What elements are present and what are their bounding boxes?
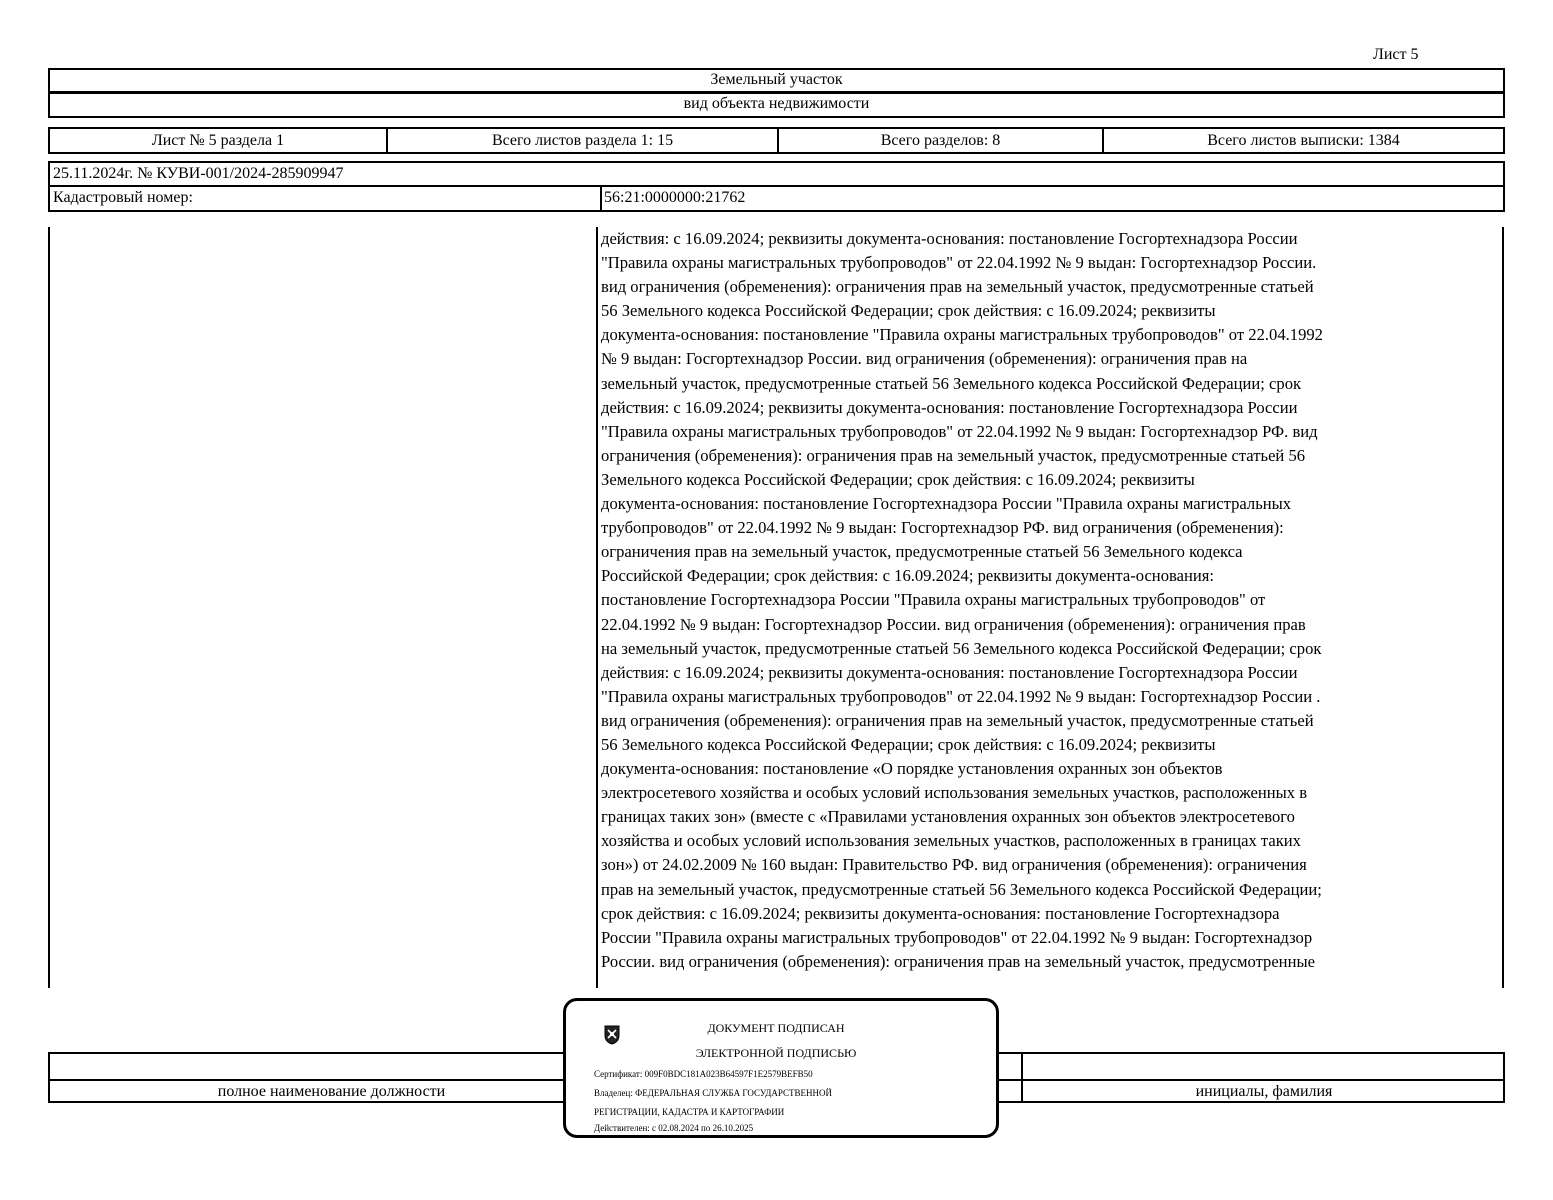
text-line: "Правила охраны магистральных трубопроводов" от 22.04.1992 № 9 выдан: Госгортехнадзор РФ. вид	[601, 421, 1318, 441]
sheet-label: Лист 5	[1373, 46, 1419, 63]
stamp-certificate: Сертификат: 009F0BDC181A023B64597F1E2579BEFB50	[594, 1069, 813, 1079]
cadastral-label: Кадастровый номер:	[53, 189, 193, 206]
total-sections: Всего разделов: 8	[779, 129, 1104, 152]
registration-date-number: 25.11.2024г. № КУВИ-001/2024-285909947	[50, 163, 1503, 187]
text-line: вид ограничения (обременения): ограничения прав на земельный участок, предусмотренные статьей	[601, 710, 1314, 730]
text-line: электросетевого хозяйства и особых условий использования земельных участков, расположенных в	[601, 783, 1308, 803]
sheet-of-section: Лист № 5 раздела 1	[50, 129, 388, 152]
text-line: "Правила охраны магистральных трубопроводов" от 22.04.1992 № 9 выдан: Госгортехнадзор России .	[601, 686, 1321, 706]
stamp-title-1: ДОКУМЕНТ ПОДПИСАН	[707, 1021, 845, 1035]
summary-row	[48, 127, 1505, 154]
text-line: постановление Госгортехнадзора России "Правила охраны магистральных трубопроводов" от	[601, 590, 1266, 610]
text-line: земельный участок, предусмотренные статьей 56 Земельного кодекса Российской Федерации; срок	[601, 373, 1302, 393]
text-line: действия: с 16.09.2024; реквизиты документа-основания: постановление Госгортехнадзора России	[601, 397, 1298, 417]
text-line: "Правила охраны магистральных трубопроводов" от 22.04.1992 № 9 выдан: Госгортехнадзор России.	[601, 253, 1317, 273]
text-line: России. вид ограничения (обременения): ограничения прав на земельный участок, предусмотренные	[601, 951, 1315, 971]
text-line: ограничения прав на земельный участок, предусмотренные статьей 56 Земельного кодекса	[601, 542, 1243, 562]
registration-table	[48, 161, 1505, 212]
text-line: границах таких зон» (вместе с «Правилами установления охранных зон объектов электросетевого	[601, 807, 1295, 827]
text-line: зон») от 24.02.2009 № 160 выдан: Правительство РФ. вид ограничения (обременения): ограничения	[601, 855, 1307, 875]
text-line: 56 Земельного кодекса Российской Федерации; срок действия: с 16.09.2024; реквизиты	[601, 734, 1216, 754]
restrictions-text	[601, 227, 1461, 974]
total-sheets-section: Всего листов раздела 1: 15	[388, 129, 779, 152]
text-line: документа-основания: постановление «О порядке установления охранных зон объектов	[601, 759, 1223, 779]
text-line: на земельный участок, предусмотренные статьей 56 Земельного кодекса Российской Федерации; срок	[601, 638, 1322, 658]
text-line: действия: с 16.09.2024; реквизиты документа-основания: постановление Госгортехнадзора России	[601, 662, 1298, 682]
text-line: прав на земельный участок, предусмотренные статьей 56 Земельного кодекса Российской Федерации;	[601, 879, 1322, 899]
stamp-owner-2: РЕГИСТРАЦИИ, КАДАСТРА И КАРТОГРАФИИ	[594, 1107, 785, 1117]
text-line: документа-основания: постановление Госгортехнадзора России "Правила охраны магистральных	[601, 494, 1292, 514]
text-line: действия: с 16.09.2024; реквизиты документа-основания: постановление Госгортехнадзора России	[601, 229, 1298, 248]
initials-caption: инициалы, фамилия	[1195, 1083, 1333, 1100]
object-type-caption: вид объекта недвижимости	[48, 92, 1505, 118]
text-line: № 9 выдан: Госгортехнадзор России. вид ограничения (обременения): ограничения прав на	[601, 349, 1248, 369]
position-caption: полное наименование должности	[217, 1083, 446, 1100]
text-line: 22.04.1992 № 9 выдан: Госгортехнадзор России. вид ограничения (обременения): ограничения прав	[601, 614, 1306, 634]
right-border-line	[1502, 227, 1504, 988]
coat-of-arms-icon	[603, 1023, 621, 1045]
text-line: Российской Федерации; срок действия: с 16.09.2024; реквизиты документа-основания:	[601, 566, 1214, 586]
electronic-signature-stamp	[563, 998, 999, 1138]
text-line: ограничения (обременения): ограничения прав на земельный участок, предусмотренные статьей 56	[601, 445, 1306, 465]
stamp-owner-1: Владелец: ФЕДЕРАЛЬНАЯ СЛУЖБА ГОСУДАРСТВЕННОЙ	[594, 1088, 833, 1098]
stamp-title-2: ЭЛЕКТРОННОЙ ПОДПИСЬЮ	[695, 1046, 857, 1060]
total-sheets-extract: Всего листов выписки: 1384	[1207, 132, 1400, 149]
left-border-line	[48, 227, 50, 988]
text-line: документа-основания: постановление "Правила охраны магистральных трубопроводов" от 22.04.1992	[601, 325, 1323, 345]
cadastral-value: 56:21:0000000:21762	[600, 187, 745, 210]
text-line: срок действия: с 16.09.2024; реквизиты документа-основания: постановление Госгортехнадзора	[601, 903, 1280, 923]
text-line: 56 Земельного кодекса Российской Федерации; срок действия: с 16.09.2024; реквизиты	[601, 301, 1216, 321]
text-line: трубопроводов" от 22.04.1992 № 9 выдан: Госгортехнадзор РФ. вид ограничения (обременения):	[601, 518, 1284, 538]
text-line: хозяйства и особых условий использования земельных участков, расположенных в границах таких	[601, 831, 1301, 851]
text-line: России "Правила охраны магистральных трубопроводов" от 22.04.1992 № 9 выдан: Госгортехнадзор	[601, 927, 1313, 947]
object-type: Земельный участок	[48, 68, 1505, 93]
cadastral-row	[50, 187, 1503, 210]
text-line: вид ограничения (обременения): ограничения прав на земельный участок, предусмотренные статьей	[601, 277, 1314, 297]
middle-border-line	[596, 227, 598, 988]
text-line: Земельного кодекса Российской Федерации; срок действия: с 16.09.2024; реквизиты	[601, 469, 1195, 489]
stamp-valid: Действителен: с 02.08.2024 по 26.10.2025	[594, 1123, 754, 1133]
